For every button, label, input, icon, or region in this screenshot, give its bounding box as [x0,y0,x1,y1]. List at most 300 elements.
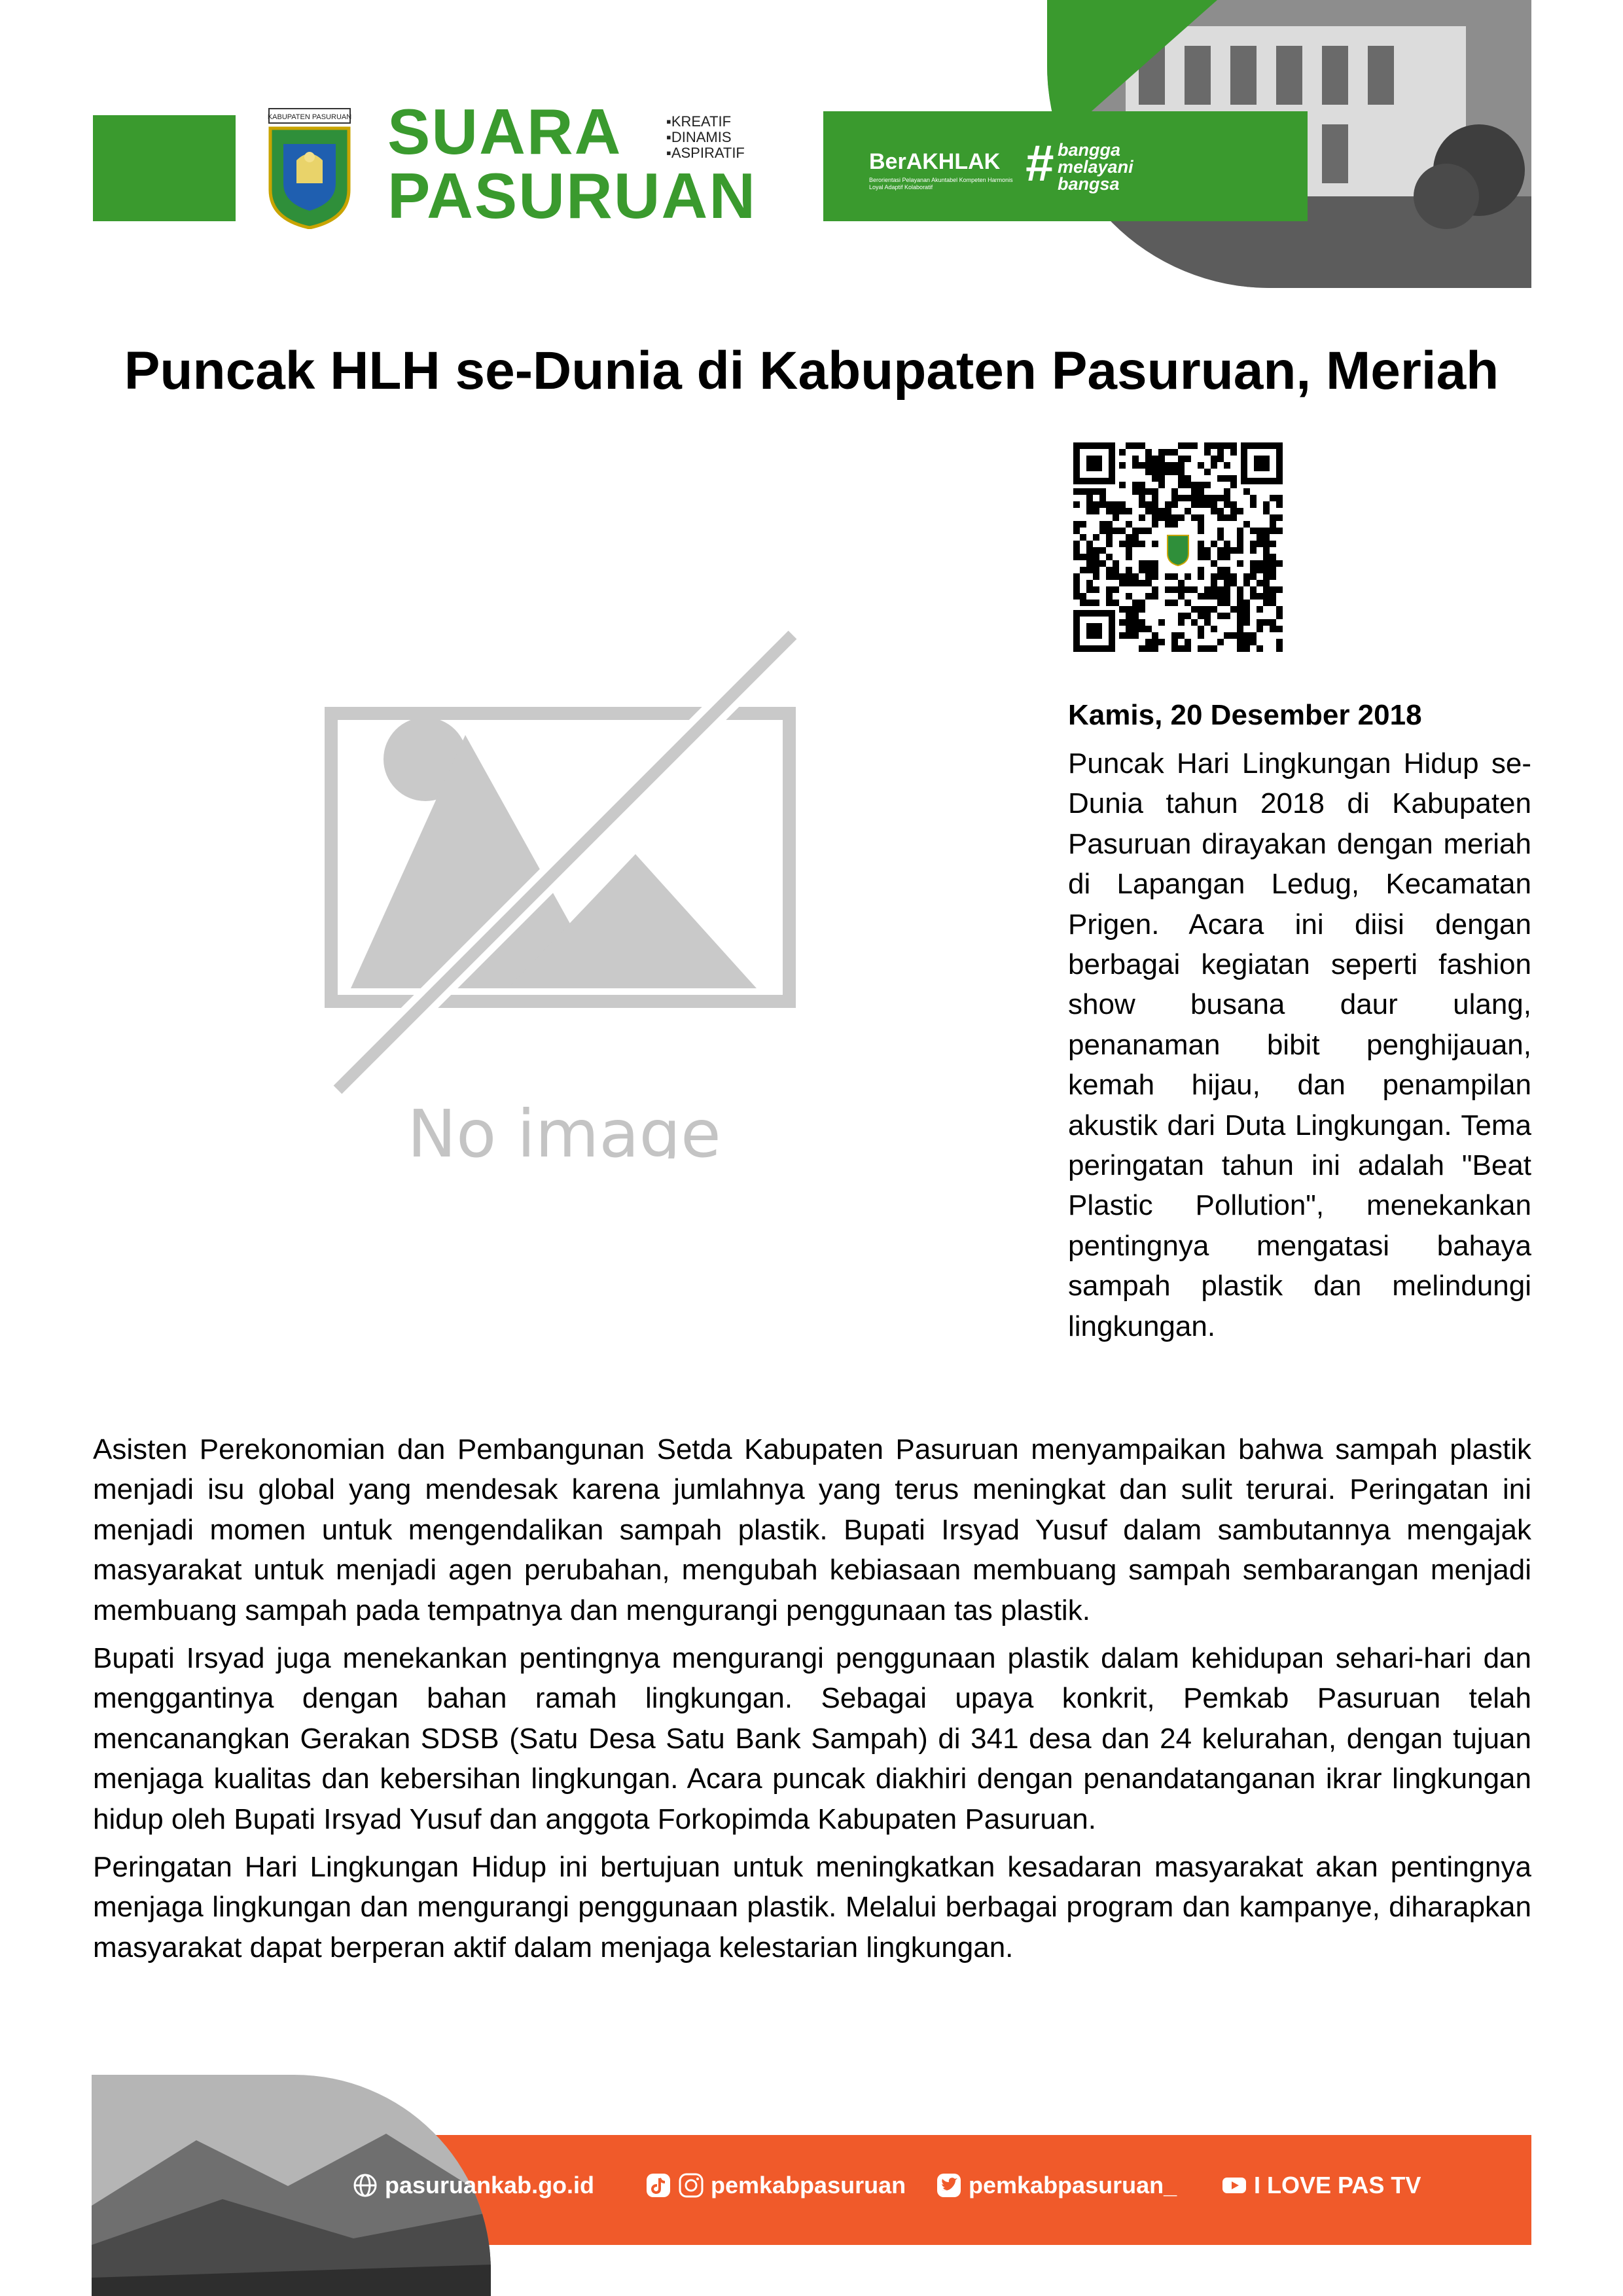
qr-module [1224,567,1230,573]
qr-module [1224,580,1230,586]
qr-module [1152,475,1158,482]
qr-module [1178,613,1185,619]
qr-module [1263,547,1270,554]
qr-module [1198,613,1204,619]
qr-module [1158,639,1165,645]
qr-module [1119,573,1126,580]
qr-module [1178,495,1185,501]
qr-module [1237,632,1243,639]
qr-module [1250,541,1257,547]
qr-module [1113,501,1119,508]
qr-module [1198,645,1204,652]
qr-module [1178,619,1185,626]
qr-module [1237,528,1243,534]
qr-module [1198,462,1204,469]
qr-module [1250,560,1257,567]
qr-module [1139,488,1145,495]
qr-module [1211,593,1217,600]
bangga-melayani-bangsa [1058,141,1133,192]
qr-module [1237,606,1243,613]
qr-module [1106,554,1113,560]
qr-module [1211,606,1217,613]
qr-module [1257,593,1263,600]
qr-module [1132,534,1139,541]
qr-module [1119,541,1126,547]
qr-module [1165,449,1171,456]
qr-module [1230,482,1237,488]
qr-module [1171,449,1178,456]
qr-module [1139,619,1145,626]
qr-module [1073,488,1080,495]
qr-module [1198,632,1204,639]
qr-module [1211,462,1217,469]
qr-module [1257,567,1263,573]
qr-module [1270,541,1276,547]
qr-module [1250,501,1257,508]
qr-module [1152,508,1158,514]
qr-module [1185,482,1191,488]
qr-module [1237,560,1243,567]
qr-module [1152,639,1158,645]
qr-module [1198,593,1204,600]
qr-module [1139,442,1145,449]
qr-module [1250,639,1257,645]
qr-module [1080,554,1086,560]
qr-module [1099,521,1106,528]
hashtag-line-3: bangsa [1058,174,1120,194]
qr-module [1198,626,1204,632]
qr-module [1139,541,1145,547]
qr-module [1237,593,1243,600]
qr-module [1099,495,1106,501]
tiktok-icon [645,2172,671,2198]
qr-module [1243,573,1250,580]
qr-code [1073,442,1283,652]
qr-module [1119,528,1126,534]
qr-module [1152,462,1158,469]
qr-module [1211,645,1217,652]
qr-module [1243,580,1250,586]
no-image-placeholder [325,628,809,1158]
qr-module [1178,442,1185,449]
qr-module [1086,600,1093,606]
qr-module [1257,626,1263,632]
footer-youtube-text: I LOVE PAS TV [1254,2172,1421,2198]
qr-module [1224,541,1230,547]
twitter-icon [936,2172,962,2198]
qr-module [1191,488,1198,495]
qr-module [1224,613,1230,619]
qr-module [1211,442,1217,449]
qr-module [1224,600,1230,606]
qr-module [1217,495,1224,501]
qr-module [1119,632,1126,639]
qr-module [1145,469,1152,475]
qr-module [1132,528,1139,534]
qr-module [1080,593,1086,600]
qr-module [1132,541,1139,547]
qr-module [1224,514,1230,521]
qr-module [1185,495,1191,501]
qr-module [1243,645,1250,652]
qr-module [1211,495,1217,501]
qr-module [1191,619,1198,626]
qr-module [1165,501,1171,508]
qr-module [1270,619,1276,626]
qr-module [1204,442,1211,449]
footer-youtube[interactable] [1221,2172,1421,2199]
qr-module [1132,456,1139,462]
qr-module [1198,521,1204,528]
qr-module [1126,521,1132,528]
hashtag-line-2: melayani [1058,157,1133,177]
qr-module [1257,534,1263,541]
qr-module [1204,469,1211,475]
qr-module [1185,639,1191,645]
qr-module [1126,580,1132,586]
qr-module [1145,449,1152,456]
qr-module [1270,600,1276,606]
qr-module [1263,560,1270,567]
qr-module [1086,488,1093,495]
qr-module [1250,573,1257,580]
qr-module [1257,560,1263,567]
qr-module [1171,501,1178,508]
qr-module [1217,449,1224,456]
hashtag-icon: # [1025,134,1054,192]
qr-module [1145,501,1152,508]
qr-module [1243,639,1250,645]
qr-module [1230,514,1237,521]
qr-module [1211,586,1217,593]
qr-module [1270,586,1276,593]
qr-module [1093,547,1099,554]
qr-module [1257,645,1263,652]
qr-module [1171,645,1178,652]
qr-module [1171,600,1178,606]
qr-module [1126,554,1132,560]
qr-module [1086,508,1093,514]
qr-module [1165,573,1171,580]
qr-module [1132,462,1139,469]
qr-module [1171,573,1178,580]
pasuruan-crest-logo [264,105,355,229]
qr-module [1178,632,1185,639]
qr-module [1093,567,1099,573]
qr-module [1178,645,1185,652]
qr-module [1250,586,1257,593]
qr-module [1152,469,1158,475]
qr-module [1211,541,1217,547]
qr-module [1185,586,1191,593]
qr-module [1211,456,1217,462]
berakhlak-subtext: Berorientasi Pelayanan Akuntabel Kompeten Harmonis Loyal Adaptif Kolaboratif [869,177,1013,190]
qr-module [1224,547,1230,554]
qr-module [1126,567,1132,573]
qr-module [1099,560,1106,567]
qr-module [1224,488,1230,495]
qr-module [1132,442,1139,449]
qr-module [1263,528,1270,534]
qr-module [1270,514,1276,521]
qr-module [1158,514,1165,521]
qr-module [1099,488,1106,495]
qr-module [1139,580,1145,586]
qr-module [1139,600,1145,606]
qr-module [1126,613,1132,619]
qr-module [1270,573,1276,580]
qr-module [1086,501,1093,508]
footer-tiktok-instagram-text: pemkabpasuruan [711,2172,906,2198]
qr-module [1139,514,1145,521]
footer-website[interactable] [352,2172,594,2199]
qr-module [1270,593,1276,600]
qr-module [1113,560,1119,567]
qr-module [1217,554,1224,560]
qr-module [1243,613,1250,619]
qr-module [1224,632,1230,639]
qr-module [1158,619,1165,626]
qr-module [1250,567,1257,573]
article-paragraph-3: Peringatan Hari Lingkungan Hidup ini bertujuan untuk meningkatkan kesadaran masyarakat akan pentingnya menjaga lingkungan dan mengurangi penggunaan plastik. Melalui berbagai program dan kampanye, diharapkan masyarakat dapat berperan aktif dalam menjaga kelestarian lingkungan. [93,1851,1531,1964]
qr-module [1263,534,1270,541]
qr-module [1217,456,1224,462]
qr-module [1243,632,1250,639]
qr-module [1132,626,1139,632]
qr-module [1086,560,1093,567]
qr-module [1158,482,1165,488]
qr-module [1270,567,1276,573]
qr-module [1106,586,1113,593]
qr-module [1152,567,1158,573]
qr-module [1198,488,1204,495]
footer-tiktok-instagram[interactable] [645,2172,906,2199]
article-paragraph-2: Bupati Irsyad juga menekankan pentingnya mengurangi penggunaan plastik dalam kehidupan sehari-hari dan menggantinya dengan bahan ramah lingkungan. Sebagai upaya konkrit, Pemkab Pasuruan telah mencanangkan Gerakan SDSB (Satu Desa Satu Bank Sampah) di 341 desa dan 24 kelurahan, dengan tujuan menjaga kualitas dan kebersihan lingkungan. Acara puncak diakhiri dengan penandatanganan ikrar lingkungan hidup oleh Bupati Irsyad Yusuf dan anggota Forkopimda Kabupaten Pasuruan. [93,1642,1531,1835]
qr-module [1257,580,1263,586]
footer-twitter[interactable] [936,2172,1177,2199]
qr-module [1224,554,1230,560]
qr-module [1073,528,1080,534]
qr-module [1276,613,1283,619]
qr-module [1217,573,1224,580]
qr-module [1152,632,1158,639]
qr-module [1204,645,1211,652]
qr-module [1191,482,1198,488]
qr-module [1086,554,1093,560]
qr-module [1106,541,1113,547]
qr-module [1119,449,1126,456]
qr-module [1263,619,1270,626]
qr-module [1171,462,1178,469]
qr-module [1263,593,1270,600]
qr-module [1086,580,1093,586]
qr-module [1276,514,1283,521]
qr-module [1119,462,1126,469]
qr-module [1185,645,1191,652]
qr-module [1276,501,1283,508]
qr-module [1204,554,1211,560]
qr-module [1113,514,1119,521]
youtube-icon [1221,2172,1247,2198]
qr-module [1263,508,1270,514]
qr-module [1086,567,1093,573]
qr-module [1224,593,1230,600]
qr-module [1230,632,1237,639]
qr-module [1099,528,1106,534]
qr-module [1263,573,1270,580]
qr-module [1145,573,1152,580]
qr-module [1237,613,1243,619]
qr-module [1198,482,1204,488]
qr-module [1080,534,1086,541]
qr-module [1165,514,1171,521]
qr-module [1257,528,1263,534]
brand-suara: SUARA [387,96,622,168]
qr-module [1237,619,1243,626]
qr-module [1230,508,1237,514]
qr-module [1106,600,1113,606]
qr-module [1119,619,1126,626]
tagline-dinamis: ▪ DINAMIS [666,130,745,145]
qr-module [1073,521,1080,528]
qr-module [1106,593,1113,600]
qr-module [1270,626,1276,632]
qr-module [1119,580,1126,586]
qr-module [1178,593,1185,600]
qr-module [1119,501,1126,508]
qr-module [1171,632,1178,639]
qr-module [1158,456,1165,462]
article-date: Kamis, 20 Desember 2018 [1068,699,1422,731]
qr-module [1139,495,1145,501]
qr-module [1171,586,1178,593]
qr-module [1145,508,1152,514]
qr-module [1126,573,1132,580]
qr-module [1106,501,1113,508]
qr-module [1204,586,1211,593]
qr-module [1230,547,1237,554]
qr-module [1073,547,1080,554]
qr-module [1217,547,1224,554]
qr-module [1230,580,1237,586]
qr-module [1165,469,1171,475]
qr-module [1237,508,1243,514]
qr-module [1171,469,1178,475]
qr-module [1158,469,1165,475]
qr-module [1237,586,1243,593]
tagline-aspiratif: ▪ ASPIRATIF [666,145,745,161]
qr-module [1119,482,1126,488]
qr-module [1243,606,1250,613]
qr-module [1250,547,1257,554]
qr-module [1185,613,1191,619]
qr-module [1132,488,1139,495]
qr-module [1093,573,1099,580]
qr-module [1178,475,1185,482]
qr-module [1145,462,1152,469]
qr-module [1204,547,1211,554]
qr-module [1132,606,1139,613]
qr-module [1171,639,1178,645]
qr-module [1224,586,1230,593]
footer-twitter-text: pemkabpasuruan_ [969,2172,1177,2198]
qr-module [1073,586,1080,593]
qr-module [1243,600,1250,606]
qr-module [1139,560,1145,567]
qr-module [1093,488,1099,495]
qr-module [1165,521,1171,528]
qr-module [1198,528,1204,534]
qr-module [1230,606,1237,613]
qr-module [1217,613,1224,619]
qr-module [1086,547,1093,554]
qr-module [1198,547,1204,554]
qr-module [1113,567,1119,573]
tagline-list [666,114,745,161]
qr-module [1204,606,1211,613]
qr-module [1106,573,1113,580]
qr-module [1191,606,1198,613]
qr-module [1276,645,1283,652]
qr-module [1106,508,1113,514]
qr-module [1217,567,1224,573]
qr-module [1145,488,1152,495]
qr-module [1152,521,1158,528]
qr-module [1217,593,1224,600]
qr-module [1230,442,1237,449]
qr-module [1263,501,1270,508]
qr-module [1243,521,1250,528]
qr-module [1145,645,1152,652]
qr-module [1073,593,1080,600]
qr-module [1198,541,1204,547]
qr-module [1217,442,1224,449]
article-intro-paragraph: Puncak Hari Lingkungan Hidup se-Dunia tahun 2018 di Kabupaten Pasuruan dirayakan dengan meriah di Lapangan Ledug, Kecamatan Prigen. Acara ini diisi dengan berbagai kegiatan seperti fashion show busana daur ulang, penanaman bibit penghijauan, kemah hijau, dan penampilan akustik dari Duta Lingkungan. Tema peringatan tahun ini adalah "Beat Plastic Pollution", menekankan pentingnya mengatasi bahaya sampah plastik dan melindungi lingkungan. [1068,747,1531,1342]
qr-module [1165,508,1171,514]
qr-module [1171,521,1178,528]
qr-module [1270,554,1276,560]
qr-module [1217,528,1224,534]
qr-module [1152,514,1158,521]
qr-module [1165,586,1171,593]
qr-module [1086,586,1093,593]
qr-module [1237,600,1243,606]
qr-module [1217,600,1224,606]
qr-module [1276,528,1283,534]
qr-module [1073,573,1080,580]
qr-module [1211,501,1217,508]
qr-module [1073,501,1080,508]
qr-module [1080,567,1086,573]
qr-module [1132,482,1139,488]
qr-module [1158,508,1165,514]
qr-module [1263,600,1270,606]
qr-module [1106,567,1113,573]
qr-module [1093,508,1099,514]
qr-module [1139,606,1145,613]
qr-module [1237,626,1243,632]
qr-module [1145,626,1152,632]
qr-module [1099,501,1106,508]
qr-module [1126,442,1132,449]
article-title: Puncak HLH se-Dunia di Kabupaten Pasuruan, Meriah [124,341,1499,401]
crest-label: KABUPATEN PASURUAN [267,113,352,121]
qr-module [1263,567,1270,573]
qr-module [1113,586,1119,593]
qr-module [1145,528,1152,534]
qr-module [1171,514,1178,521]
qr-module [1145,456,1152,462]
